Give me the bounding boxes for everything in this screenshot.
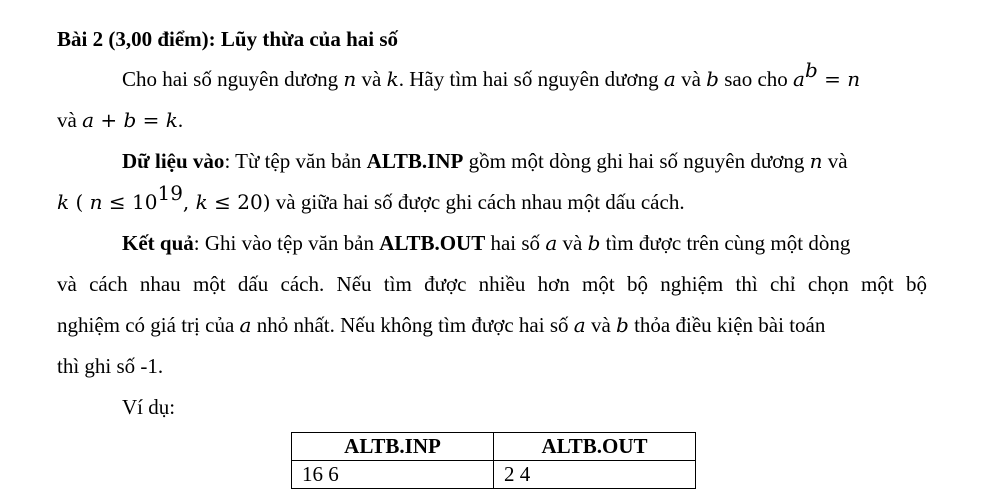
math-var-n: n [847,67,861,91]
math-var-a: a [573,313,586,337]
math-comma: , [182,190,196,214]
example-table [291,432,696,489]
text-run: hai số [485,231,546,255]
example-label [122,395,175,419]
math-var-k: k [165,108,178,132]
problem-title [57,27,398,51]
text-run: và [57,108,83,132]
math-exponent: b [804,58,818,82]
math-leq: ≤ 10 [102,190,158,214]
math-var-b: b [587,231,601,255]
text-run: và giữa hai số được ghi cách nhau một dấu cách. [270,190,685,214]
input-line-2 [57,181,685,214]
output-line-4 [57,354,163,378]
output-line-3 [57,313,927,337]
text-run: và [822,149,848,173]
table-header-row [292,433,696,461]
text-run: và cách nhau một dấu cách. Nếu tìm được nhiều hơn một bộ nghiệm thì chỉ chọn một bộ [57,272,927,296]
problem-title-text: Bài 2 (3,00 điểm): Lũy thừa của hai số [57,27,399,51]
table-cell-input: 16 6 [292,461,494,489]
text-run: . Hãy tìm hai số nguyên dương [398,67,664,91]
math-var-k: k [195,190,208,214]
math-var-b: b [123,108,137,132]
input-label: Dữ liệu vào [122,149,225,173]
math-var-k: k [386,67,399,91]
text-run: và [675,67,707,91]
text-run: tìm được trên cùng một dòng [600,231,851,255]
example-label-text: Ví dụ: [122,395,176,419]
math-var-n: n [89,190,103,214]
statement-line-2 [57,108,183,132]
statement-line-1 [122,58,861,91]
text-run: . [177,108,184,132]
table-header-input: ALTB.INP [292,433,494,461]
text-run: và [557,231,588,255]
table-cell-output: 2 4 [494,461,696,489]
output-label: Kết quả [122,231,194,255]
text-run: sao cho [718,67,794,91]
input-line-1 [122,149,848,173]
table-row [292,461,696,489]
text-run: : Ghi vào tệp văn bản [193,231,380,255]
math-var-b: b [706,67,719,91]
math-base: a [793,67,805,91]
math-var-a: a [663,67,676,91]
text-run: và [585,313,617,337]
text-run: gồm một dòng ghi hai số nguyên dương [463,149,810,173]
math-var-a: a [82,108,95,132]
math-var-a: a [239,313,252,337]
text-run: Cho hai số nguyên dương [122,67,344,91]
math-var-n: n [343,67,357,91]
math-paren: ( [69,190,90,214]
text-run: nghiệm có giá trị của [57,313,240,337]
table-header-output: ALTB.OUT [494,433,696,461]
output-filename: ALTB.OUT [379,231,486,255]
math-plus: + [94,108,124,132]
math-var-n: n [809,149,823,173]
math-var-k: k [57,190,70,214]
math-var-b: b [616,313,629,337]
input-filename: ALTB.INP [366,149,464,173]
output-line-2 [57,272,927,296]
math-var-a: a [545,231,558,255]
text-run: và [356,67,387,91]
math-exponent: 19 [157,181,183,205]
text-run: thỏa điều kiện bài toán [628,313,826,337]
math-equals: = [817,67,848,91]
math-equals: = [136,108,166,132]
text-run: thì ghi số -1. [57,354,164,378]
math-leq: ≤ 20) [207,190,271,214]
text-run: : Từ tệp văn bản [224,149,367,173]
output-line-1 [122,231,850,255]
text-run: nhỏ nhất. Nếu không tìm được hai số [251,313,574,337]
